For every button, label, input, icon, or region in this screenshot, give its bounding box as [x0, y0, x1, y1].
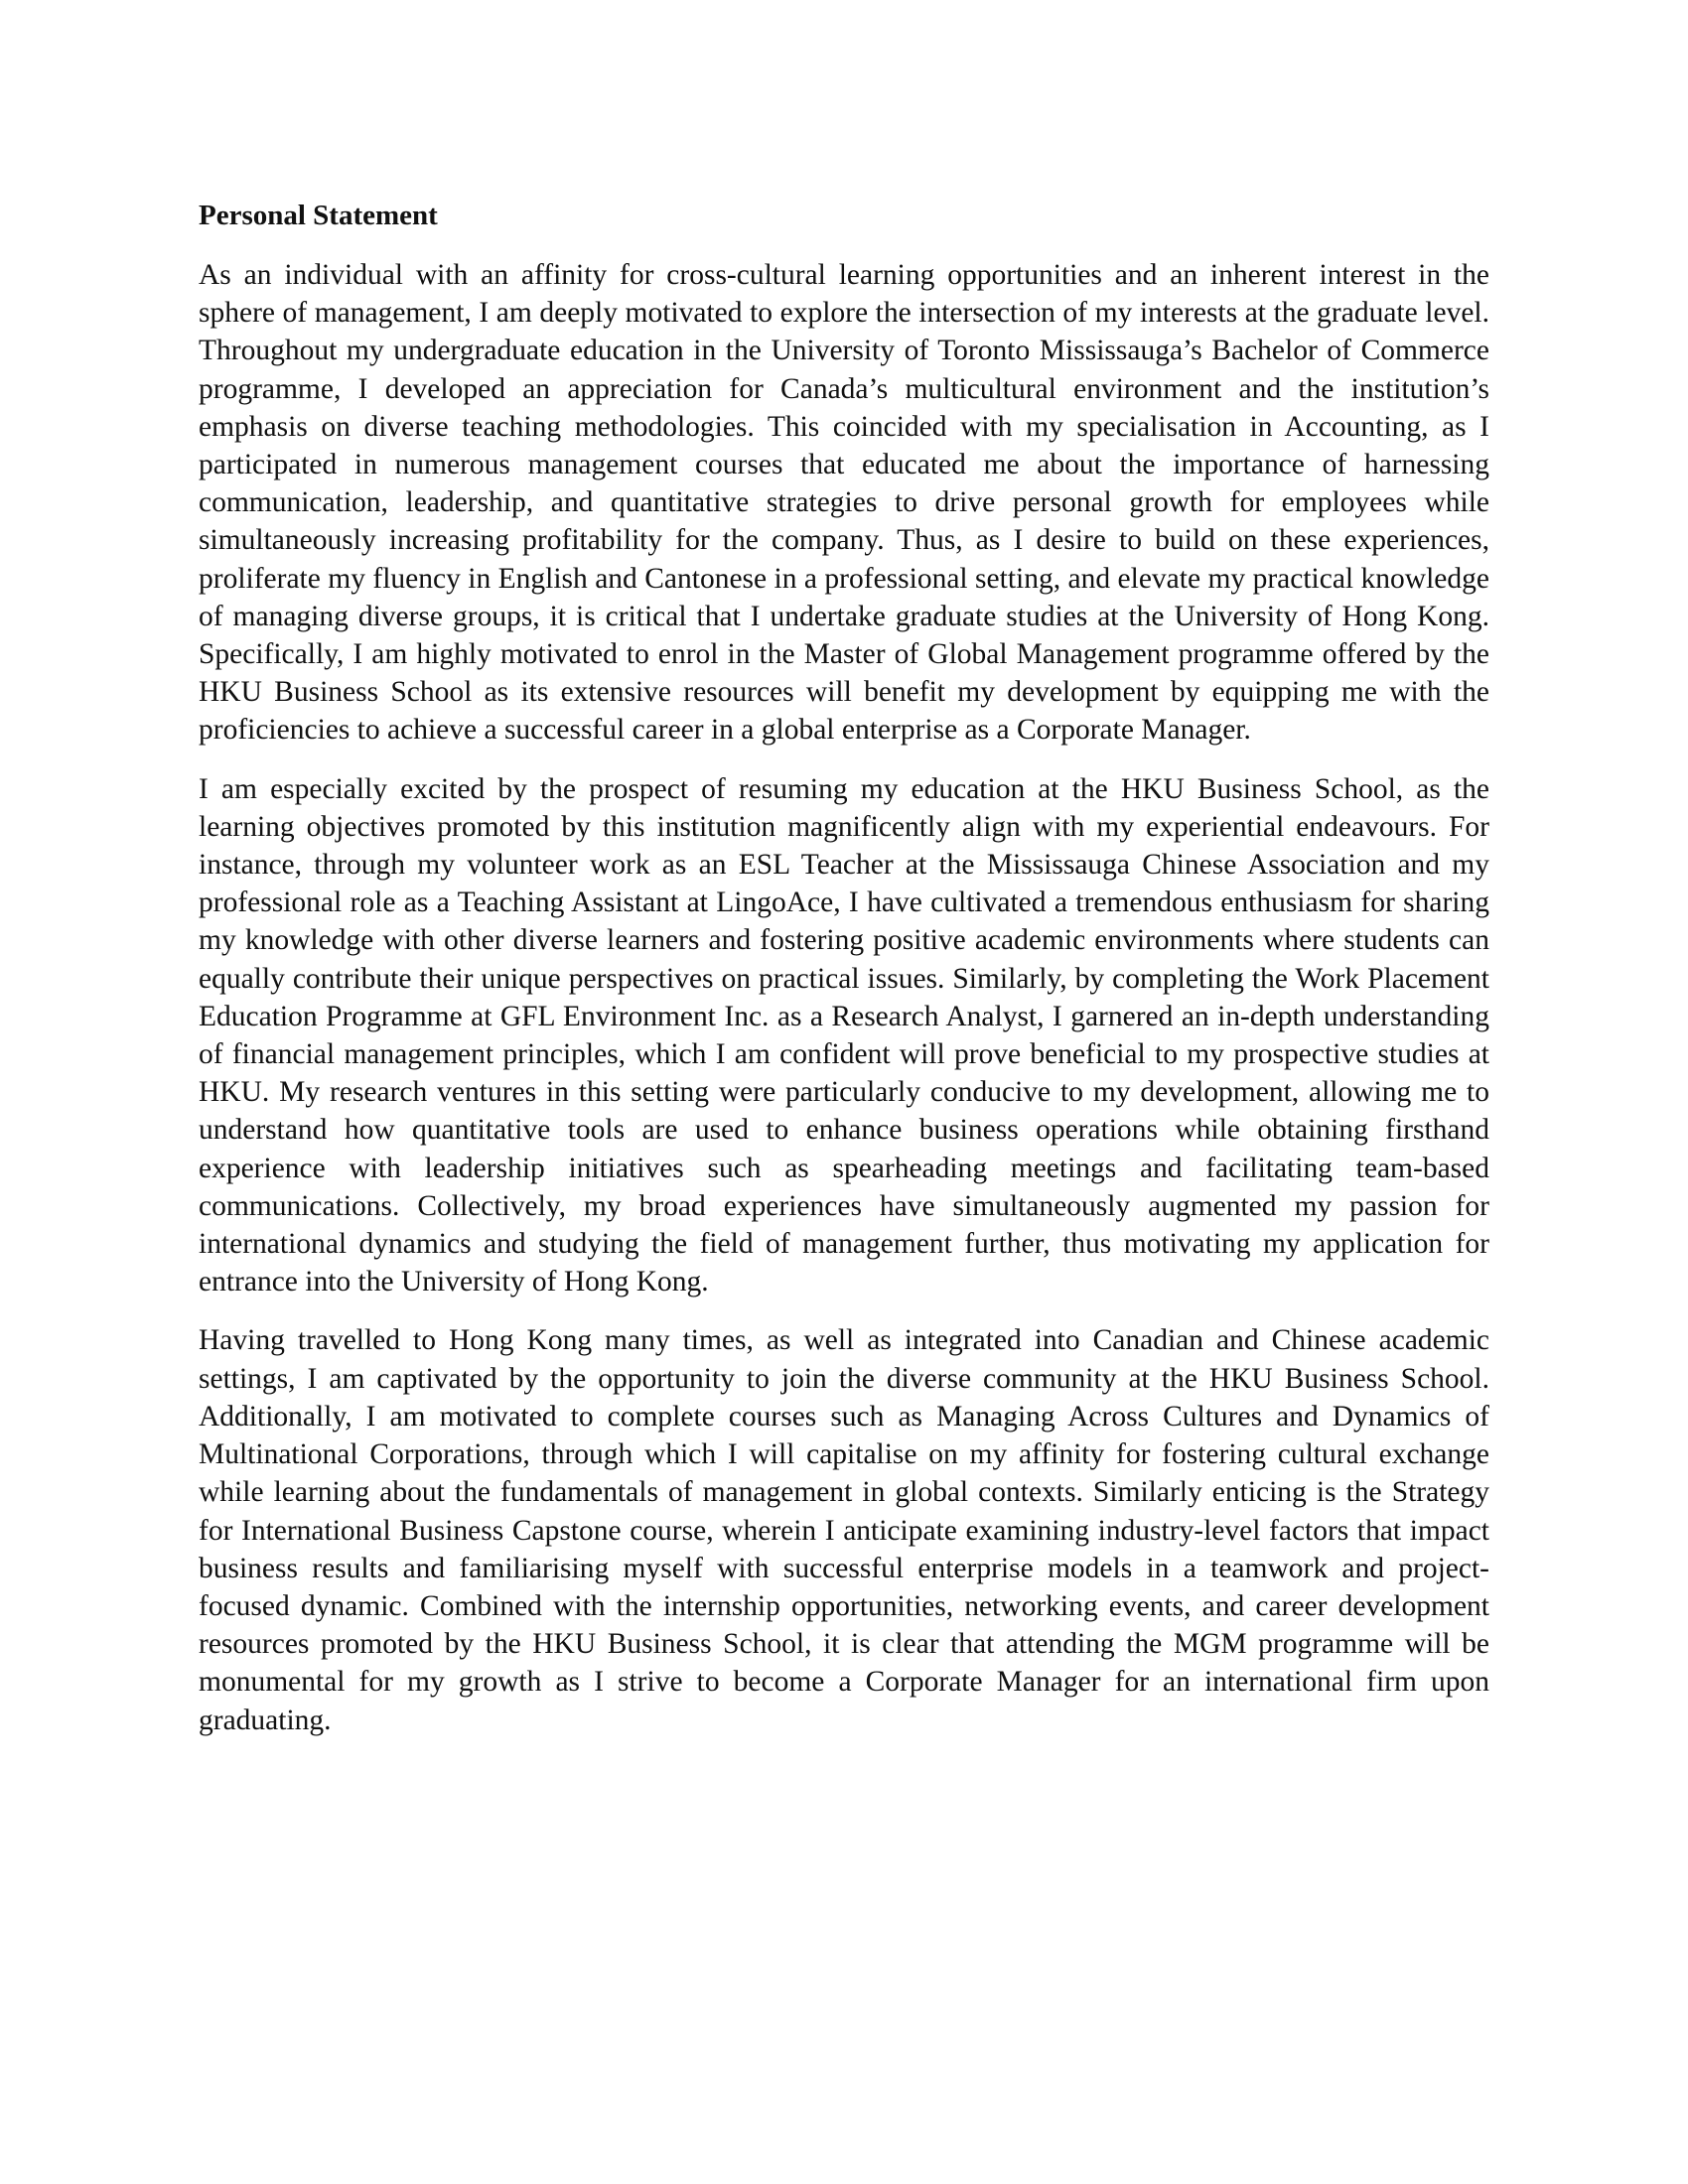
paragraph-3: Having travelled to Hong Kong many times, as well as integrated into Canadian and Chinese academic settings, I am captivated by the opportunity to join the diverse community at the HKU Business School. Additionally, I am motivated to complete courses such as Managing Across Cultures and Dynamics of Multinational Corporations, through which I will capitalise on my affinity for fostering cultural exchange while learning about the fundamentals of management in global contexts. Similarly enticing is the Strategy for International Business Capstone course, wherein I anticipate examining industry-level factors that impact business results and familiarising myself with successful enterprise models in a teamwork and project-focused dynamic. Combined with the internship opportunities, networking events, and career development resources promoted by the HKU Business School, it is clear that attending the MGM programme will be monumental for my growth as I strive to become a Corporate Manager for an international firm upon graduating. — [199, 1324, 1489, 1736]
paragraph-2: I am especially excited by the prospect of resuming my education at the HKU Business School, as the learning objectives promoted by this institution magnificently align with my experiential endeavours. For instance, through my volunteer work as an ESL Teacher at the Mississauga Chinese Association and my professional role as a Teaching Assistant at LingoAce, I have cultivated a tremendous enthusiasm for sharing my knowledge with other diverse learners and fostering positive academic environments where students can equally contribute their unique perspectives on practical issues. Similarly, by completing the Work Placement Education Programme at GFL Environment Inc. as a Research Analyst, I garnered an in-depth understanding of financial management principles, which I am confident will prove beneficial to my prospective studies at HKU. My research ventures in this setting were particularly conducive to my development, allowing me to understand how quantitative tools are used to enhance business operations while obtaining firsthand experience with leadership initiatives such as spearheading meetings and facilitating team-based communications. Collectively, my broad experiences have simultaneously augmented my passion for international dynamics and studying the field of management further, thus motivating my application for entrance into the University of Hong Kong. — [199, 772, 1489, 1298]
document-title: Personal Statement — [199, 200, 438, 231]
paragraph-1: As an individual with an affinity for cross-cultural learning opportunities and an inherent interest in the sphere of management, I am deeply motivated to explore the intersection of my interests at the graduate level. Throughout my undergraduate education in the University of Toronto Mississauga’s Bachelor of Commerce programme, I developed an appreciation for Canada’s multicultural environment and the institution’s emphasis on diverse teaching methodologies. This coincided with my specialisation in Accounting, as I participated in numerous management courses that educated me about the importance of harnessing communication, leadership, and quantitative strategies to drive personal growth for employees while simultaneously increasing profitability for the company. Thus, as I desire to build on these experiences, proliferate my fluency in English and Cantonese in a professional setting, and elevate my practical knowledge of managing diverse groups, it is critical that I undertake graduate studies at the University of Hong Kong. Specifically, I am highly motivated to enrol in the Master of Global Management programme offered by the HKU Business School as its extensive resources will benefit my development by equipping me with the proficiencies to achieve a successful career in a global enterprise as a Corporate Manager. — [199, 259, 1489, 747]
document-body — [199, 197, 1489, 1760]
